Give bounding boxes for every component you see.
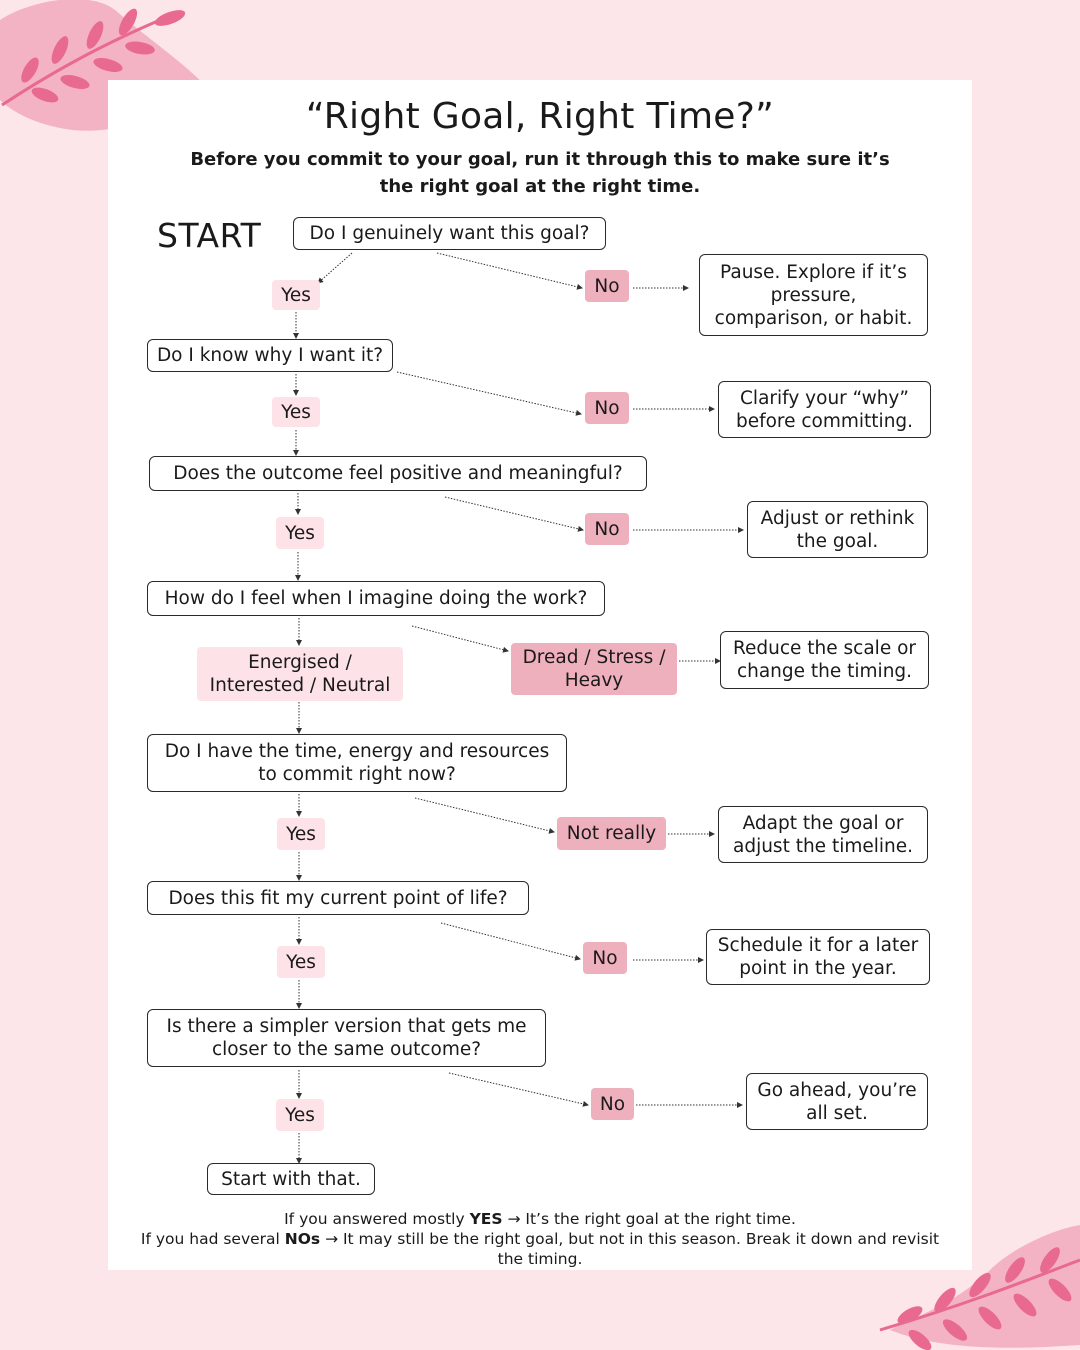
footer-note bbox=[140, 1209, 940, 1269]
question-box-7: Is there a simpler version that gets me closer to the same outcome? bbox=[147, 1009, 546, 1067]
yes-label-7: Yes bbox=[276, 1099, 324, 1131]
yes-label-2: Yes bbox=[272, 397, 320, 427]
question-box-2: Do I know why I want it? bbox=[147, 339, 393, 372]
no-label-1: No bbox=[585, 270, 629, 302]
outcome-box-7: Go ahead, you’re all set. bbox=[746, 1073, 928, 1130]
footer-line-yes: If you answered mostly YES → It’s the right goal at the right time. bbox=[284, 1210, 796, 1228]
outcome-box-4: Reduce the scale or change the timing. bbox=[720, 631, 929, 689]
outcome-box-3: Adjust or rethink the goal. bbox=[747, 501, 928, 558]
question-box-1: Do I genuinely want this goal? bbox=[293, 217, 606, 250]
outcome-box-2: Clarify your “why” before committing. bbox=[718, 381, 931, 438]
question-box-5: Do I have the time, energy and resources to commit right now? bbox=[147, 734, 567, 792]
no-label-2: No bbox=[585, 392, 629, 424]
no-label-6: No bbox=[583, 942, 627, 974]
start-label: START bbox=[157, 216, 262, 255]
page-subtitle: Before you commit to your goal, run it through this to make sure it’s the right goal at the right time. bbox=[190, 149, 890, 197]
outcome-box-5: Adapt the goal or adjust the timeline. bbox=[718, 806, 928, 863]
question-box-4: How do I feel when I imagine doing the work? bbox=[147, 581, 605, 616]
no-label-7: No bbox=[591, 1088, 634, 1120]
no-label-5: Not really bbox=[557, 817, 666, 850]
question-box-6: Does this fit my current point of life? bbox=[147, 881, 529, 915]
yes-label-6: Yes bbox=[277, 946, 325, 978]
yes-label-5: Yes bbox=[277, 818, 325, 850]
footer-line-no: If you had several NOs → It may still be the right goal, but not in this season. Break it down and revisit the timing. bbox=[140, 1230, 940, 1268]
no-label-4: Dread / Stress / Heavy bbox=[511, 643, 677, 695]
outcome-box-1: Pause. Explore if it’s pressure, comparison, or habit. bbox=[699, 254, 928, 336]
final-step-box: Start with that. bbox=[207, 1163, 375, 1195]
yes-label-4: Energised / Interested / Neutral bbox=[197, 647, 403, 701]
yes-label-1: Yes bbox=[272, 280, 320, 310]
outcome-box-6: Schedule it for a later point in the year. bbox=[706, 929, 930, 985]
page-title: “Right Goal, Right Time?” bbox=[305, 96, 775, 137]
yes-label-3: Yes bbox=[276, 517, 324, 549]
no-label-3: No bbox=[585, 513, 629, 545]
question-box-3: Does the outcome feel positive and meaningful? bbox=[149, 456, 647, 491]
